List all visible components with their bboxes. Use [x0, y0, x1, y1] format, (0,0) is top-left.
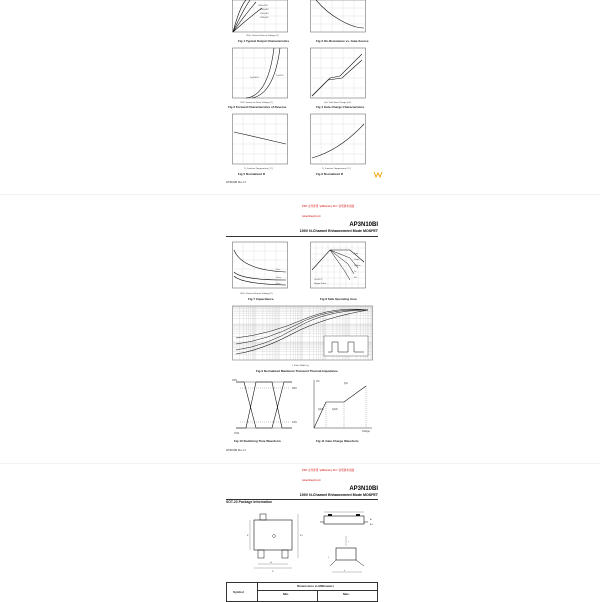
- sot23-side-view-drawing: [316, 510, 376, 530]
- svg-text:VSD, Source-to-Drain Voltage (: VSD, Source-to-Drain Voltage (V): [240, 102, 273, 104]
- svg-text:VDS, Drain-to-Source Voltage (: VDS, Drain-to-Source Voltage (V): [240, 293, 273, 295]
- sot23-end-view-drawing: [322, 534, 372, 574]
- svg-text:QGS: QGS: [318, 408, 324, 411]
- table-col-symbol: [227, 583, 258, 601]
- svg-text:1s: 1s: [354, 271, 357, 273]
- svg-text:A1: A1: [370, 524, 373, 526]
- fig3-forward-characteristics-plot: [232, 48, 294, 104]
- page-separator: [0, 463, 600, 464]
- svg-text:VGS=6V: VGS=6V: [260, 13, 269, 15]
- table-header-dimensions: Dimensions in Millimeters: [297, 584, 335, 588]
- svg-text:QG, Total Gate Charge (nC): QG, Total Gate Charge (nC): [324, 102, 352, 104]
- caption-fig3: Fig 3 Forward Characteristics of Reverse: [228, 105, 287, 109]
- caption-fig11: Fig 11 Gate Charge Waveform: [316, 439, 359, 443]
- caption-fig10: Fig 10 Switching Time Waveform: [234, 439, 281, 443]
- svg-text:Ciss: Ciss: [276, 269, 281, 271]
- svg-text:Tj=150°C: Tj=150°C: [250, 77, 260, 79]
- svg-text:10%: 10%: [292, 421, 297, 424]
- caption-fig2: Fig 2 On-Resistance vs. Gate-Source: [316, 39, 369, 43]
- svg-text:VGS=4V: VGS=4V: [260, 17, 269, 19]
- svg-text:Crss: Crss: [276, 283, 281, 285]
- fig5-normalized-rdson-plot: [232, 114, 294, 170]
- fig1-output-characteristics-plot: [232, 0, 294, 36]
- pdf-watermark-line-1: PDF 文件使用 "pdfFactory Pro" 试用版本创建: [302, 205, 355, 208]
- dimensions-table: [226, 582, 378, 602]
- pdf-watermark-line-2: www.fineprint.cn: [302, 479, 321, 482]
- svg-text:1ms: 1ms: [354, 253, 359, 255]
- fig11-gate-charge-waveform: [310, 378, 376, 438]
- svg-text:Single Pulse: Single Pulse: [314, 283, 327, 285]
- document-page-3: [222, 468, 382, 600]
- table-header-max: Max.: [343, 592, 350, 596]
- fig4-gate-charge-plot: [310, 48, 372, 104]
- svg-text:QG: QG: [344, 382, 348, 385]
- page1-footer: AP3N10BI Rev.1 3: [226, 181, 246, 184]
- sot23-top-view-drawing: [246, 506, 308, 572]
- table-header-min-cell: [257, 590, 318, 601]
- svg-text:Tj, Junction Temperature (°C): Tj, Junction Temperature (°C): [244, 168, 273, 170]
- svg-text:VGS=10V: VGS=10V: [258, 5, 268, 7]
- svg-text:VGS=8V: VGS=8V: [260, 9, 269, 11]
- brand-logo-icon: [374, 172, 382, 177]
- svg-text:VG: VG: [316, 380, 320, 383]
- svg-text:90%: 90%: [292, 387, 297, 390]
- svg-text:c: c: [348, 541, 350, 543]
- fig6-normalized-rdson-plot: [310, 114, 372, 170]
- svg-text:e: e: [344, 570, 346, 572]
- svg-text:t, Pulse Width (s): t, Pulse Width (s): [292, 365, 309, 367]
- svg-text:Charge: Charge: [362, 430, 370, 433]
- pdf-watermark-line-2: www.fineprint.cn: [302, 215, 321, 218]
- svg-text:A: A: [370, 519, 372, 521]
- package-section-title: SOT-23 Package Information: [226, 500, 272, 504]
- product-subtitle: 100V N-Channel Enhancement Mode MOSFET: [299, 493, 378, 497]
- svg-text:Coss: Coss: [276, 277, 281, 279]
- fig7-capacitance-plot: [232, 242, 294, 296]
- fig9-transient-thermal-impedance-plot: [232, 306, 376, 368]
- document-page-1: [222, 0, 382, 190]
- svg-text:Tj, Junction Temperature (°C): Tj, Junction Temperature (°C): [322, 168, 351, 170]
- svg-text:100ms: 100ms: [354, 265, 361, 267]
- caption-fig4: Fig 4 Gate-Charge Characteristics: [316, 105, 365, 109]
- svg-text:e1: e1: [270, 562, 273, 564]
- pdf-watermark-line-1: PDF 文件使用 "pdfFactory Pro" 试用版本创建: [302, 469, 355, 472]
- document-page-2: [222, 200, 382, 460]
- caption-fig9: Fig 9 Normalized Maximum Transient Thermal Impedance: [256, 369, 338, 373]
- caption-fig8: Fig 8 Safe Operating Area: [320, 297, 357, 301]
- svg-text:DC: DC: [354, 277, 358, 279]
- fig8-safe-operating-area-plot: [310, 242, 372, 296]
- table-header-symbol: Symbol: [233, 590, 244, 594]
- caption-fig7: Fig 7 Capacitance: [248, 297, 274, 301]
- product-brand-title: AP3N10BI: [349, 222, 378, 228]
- page2-footer: AP3N10BI Rev.1 4: [226, 449, 246, 452]
- svg-text:E1: E1: [300, 535, 303, 537]
- svg-text:L: L: [328, 557, 330, 559]
- svg-text:QGD: QGD: [332, 408, 338, 411]
- fig2-on-resistance-plot: [310, 0, 372, 36]
- svg-text:Tc=25°C: Tc=25°C: [314, 279, 323, 281]
- caption-fig1: Fig 1 Typical Output Characteristics: [238, 39, 290, 43]
- svg-text:E: E: [247, 535, 249, 537]
- fig10-switching-time-waveform: [230, 378, 300, 438]
- page-separator: [0, 194, 600, 195]
- svg-text:VDS: VDS: [232, 379, 237, 382]
- svg-text:D: D: [272, 571, 274, 573]
- svg-text:VDS, Drain-to-Source Voltage (: VDS, Drain-to-Source Voltage (V): [246, 35, 279, 37]
- caption-fig5: Fig 5 Normalized R: [238, 172, 266, 176]
- table-header-min: Min.: [283, 592, 289, 596]
- svg-text:10ms: 10ms: [354, 259, 360, 261]
- svg-text:Tj=25°C: Tj=25°C: [276, 75, 284, 77]
- caption-fig6: Fig 6 Normalized R: [316, 172, 344, 176]
- product-subtitle: 100V N-Channel Enhancement Mode MOSFET: [299, 229, 378, 233]
- table-header-max-cell: [317, 590, 377, 601]
- header-rule: [226, 236, 378, 237]
- svg-text:VGS: VGS: [234, 432, 240, 435]
- product-brand-title: AP3N10BI: [349, 486, 378, 492]
